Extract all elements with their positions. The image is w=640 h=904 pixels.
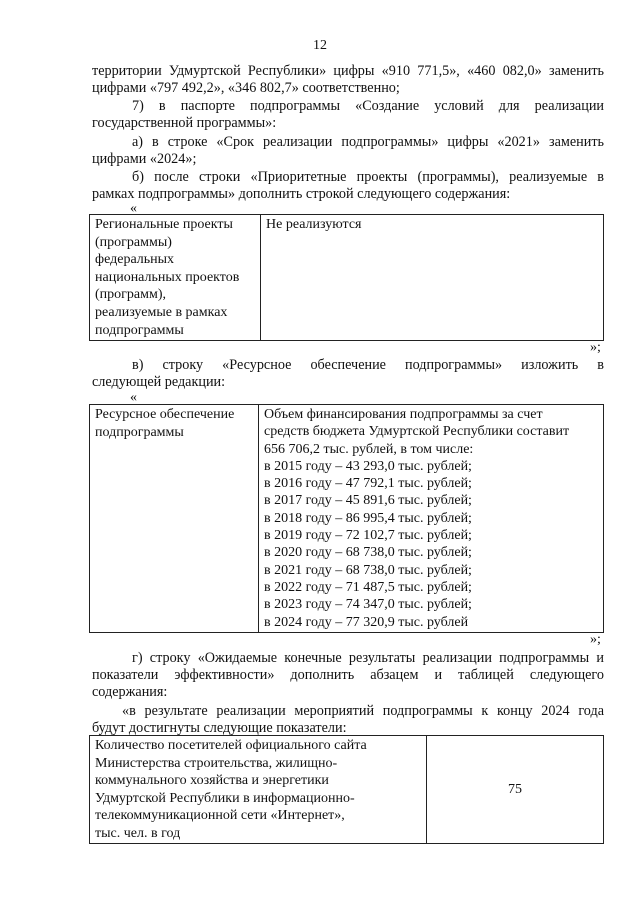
page-number: 12 bbox=[313, 38, 327, 53]
paragraph-line: следующей редакции: bbox=[92, 374, 226, 390]
table-cell-value: Объем финансирования подпрограммы за счет средств бюджета Удмуртской Республики составит 656 706,2 тыс. рублей, в том числе: в 2015 году – 43 293,0 тыс. рублей; в 2016 году – 47 792,1 тыс. рублей; в 2017 году – 45 891,6 тыс. рублей; в 2018 году – 86 995,4 тыс. рублей; в 2019 году – 72 102,7 тыс. рублей; в 2020 году – 68 738,0 тыс. рублей; в 2021 году – 68 738,0 тыс. рублей; в 2022 году – 71 487,5 тыс. рублей; в 2023 году – 74 347,0 тыс. рублей; в 2024 году – 77 320,9 тыс. рублей bbox=[259, 405, 604, 633]
open-quote: « bbox=[130, 390, 137, 405]
table-cell-value: 75 bbox=[427, 736, 604, 844]
open-quote: « bbox=[130, 201, 137, 216]
paragraph-line: рамках подпрограммы» дополнить строкой следующего содержания: bbox=[92, 186, 511, 202]
table-indicators bbox=[89, 735, 604, 844]
table-cell-label: Региональные проекты (программы) федеральных национальных проектов (программ), реализуемые в рамках подпрограммы bbox=[90, 215, 261, 341]
paragraph-line: 7) в паспорте подпрограммы «Создание условий для реализации bbox=[132, 98, 604, 114]
paragraph-line: б) после строки «Приоритетные проекты (программы), реализуемые в bbox=[132, 169, 604, 185]
paragraph-line: г) строку «Ожидаемые конечные результаты реализации подпрограммы и bbox=[132, 650, 604, 666]
table-cell-label: Ресурсное обеспечение подпрограммы bbox=[90, 405, 259, 633]
paragraph-line: государственной программы»: bbox=[92, 115, 277, 131]
table-cell-value: Не реализуются bbox=[261, 215, 604, 341]
close-quote: »; bbox=[590, 632, 601, 647]
paragraph-line: будут достигнуты следующие показатели: bbox=[92, 720, 347, 736]
paragraph-line: «в результате реализации мероприятий подпрограммы к концу 2024 года bbox=[122, 703, 604, 719]
paragraph-line: в) строку «Ресурсное обеспечение подпрограммы» изложить в bbox=[132, 357, 604, 373]
close-quote: »; bbox=[590, 340, 601, 355]
paragraph-line: цифрами «2024»; bbox=[92, 151, 197, 167]
paragraph-line: территории Удмуртской Республики» цифры «910 771,5», «460 082,0» заменить bbox=[92, 63, 604, 79]
table-regional-projects bbox=[89, 214, 604, 341]
table-cell-label: Количество посетителей официального сайта Министерства строительства, жилищно- коммунального хозяйства и энергетики Удмуртской Республики в информационно- телекоммуникационной сети «Интернет», тыс. чел. в год bbox=[90, 736, 427, 844]
paragraph-line: а) в строке «Срок реализации подпрограммы» цифры «2021» заменить bbox=[132, 134, 604, 150]
paragraph-line: показатели эффективности» дополнить абзацем и таблицей следующего bbox=[92, 667, 604, 683]
paragraph-line: цифрами «797 492,2», «346 802,7» соответственно; bbox=[92, 80, 400, 96]
paragraph-line: содержания: bbox=[92, 684, 168, 700]
table-resource-support bbox=[89, 404, 604, 633]
